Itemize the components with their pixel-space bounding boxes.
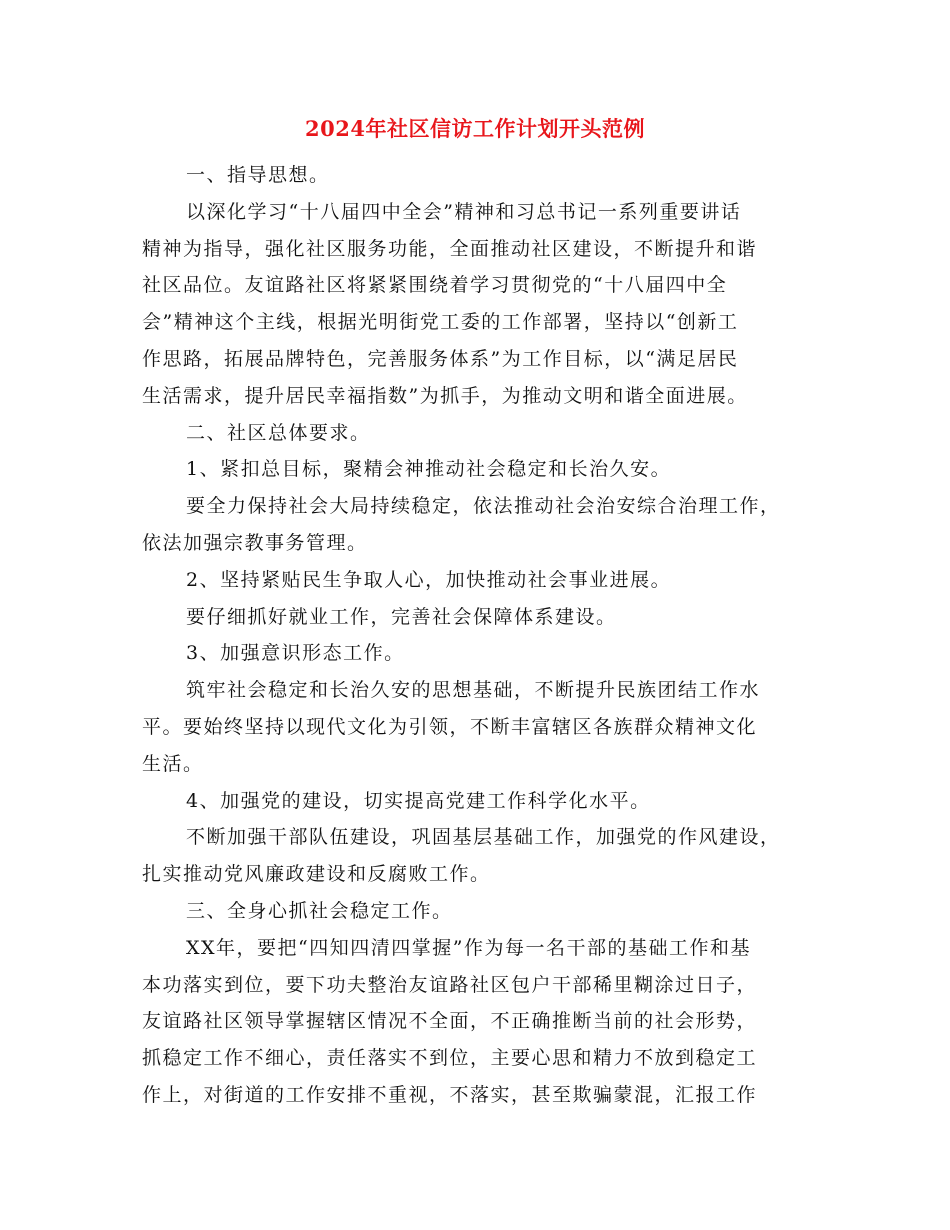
body-line: 友谊路社区领导掌握辖区情况不全面，不正确推断当前的社会形势， <box>142 1010 758 1033</box>
body-line: 二、社区总体要求。 <box>186 421 371 444</box>
document-body <box>142 157 812 1114</box>
body-line: 要全力保持社会大局持续稳定，依法推动社会治安综合治理工作， <box>186 495 781 518</box>
body-line: XX年，要把“四知四清四掌握”作为每一名干部的基础工作和基 <box>186 936 751 959</box>
body-line: 筑牢社会稳定和长治久安的思想基础，不断提升民族团结工作水 <box>186 679 761 702</box>
body-line: 三、全身心抓社会稳定工作。 <box>186 899 453 922</box>
body-line: 作思路，拓展品牌特色，完善服务体系”为工作目标，以“满足居民 <box>142 347 739 370</box>
body-line: 抓稳定工作不细心，责任落实不到位，主要心思和精力不放到稳定工 <box>142 1047 758 1070</box>
body-line: 生活需求，提升居民幸福指数”为抓手，为推动文明和谐全面进展。 <box>142 384 748 407</box>
body-line: 平。要始终坚持以现代文化为引领，不断丰富辖区各族群众精神文化 <box>142 715 758 738</box>
document-title: 2024年社区信访工作计划开头范例 <box>305 116 645 141</box>
body-line: 社区品位。友谊路社区将紧紧围绕着学习贯彻党的“十八届四中全 <box>142 274 728 297</box>
body-line: 一、指导思想。 <box>186 164 330 186</box>
body-line: 1、紧扣总目标，聚精会神推动社会稳定和长治久安。 <box>186 458 672 481</box>
body-line: 本功落实到位，要下功夫整治友谊路社区包户干部稀里糊涂过日子， <box>142 973 758 996</box>
body-line: 以深化学习“十八届四中全会”精神和习总书记一系列重要讲话 <box>186 200 742 223</box>
body-line: 扎实推动党风廉政建设和反腐败工作。 <box>142 863 491 886</box>
body-line: 依法加强宗教事务管理。 <box>142 531 368 554</box>
body-line: 2、坚持紧贴民生争取人心，加快推动社会事业进展。 <box>186 568 672 591</box>
body-line: 3、加强意识形态工作。 <box>186 642 405 665</box>
body-line: 4、加强党的建设，切实提高党建工作科学化水平。 <box>186 789 651 812</box>
body-line: 会”精神这个主线，根据光明街党工委的工作部署，坚持以“创新工 <box>142 311 739 334</box>
body-line: 精神为指导，强化社区服务功能，全面推动社区建设，不断提升和谐 <box>142 237 758 260</box>
body-line: 生活。 <box>142 752 204 775</box>
body-line: 不断加强干部队伍建设，巩固基层基础工作，加强党的作风建设， <box>186 826 781 849</box>
body-line: 作上，对街道的工作安排不重视，不落实，甚至欺骗蒙混，汇报工作 <box>142 1083 758 1106</box>
body-line: 要仔细抓好就业工作，完善社会保障体系建设。 <box>186 605 617 628</box>
